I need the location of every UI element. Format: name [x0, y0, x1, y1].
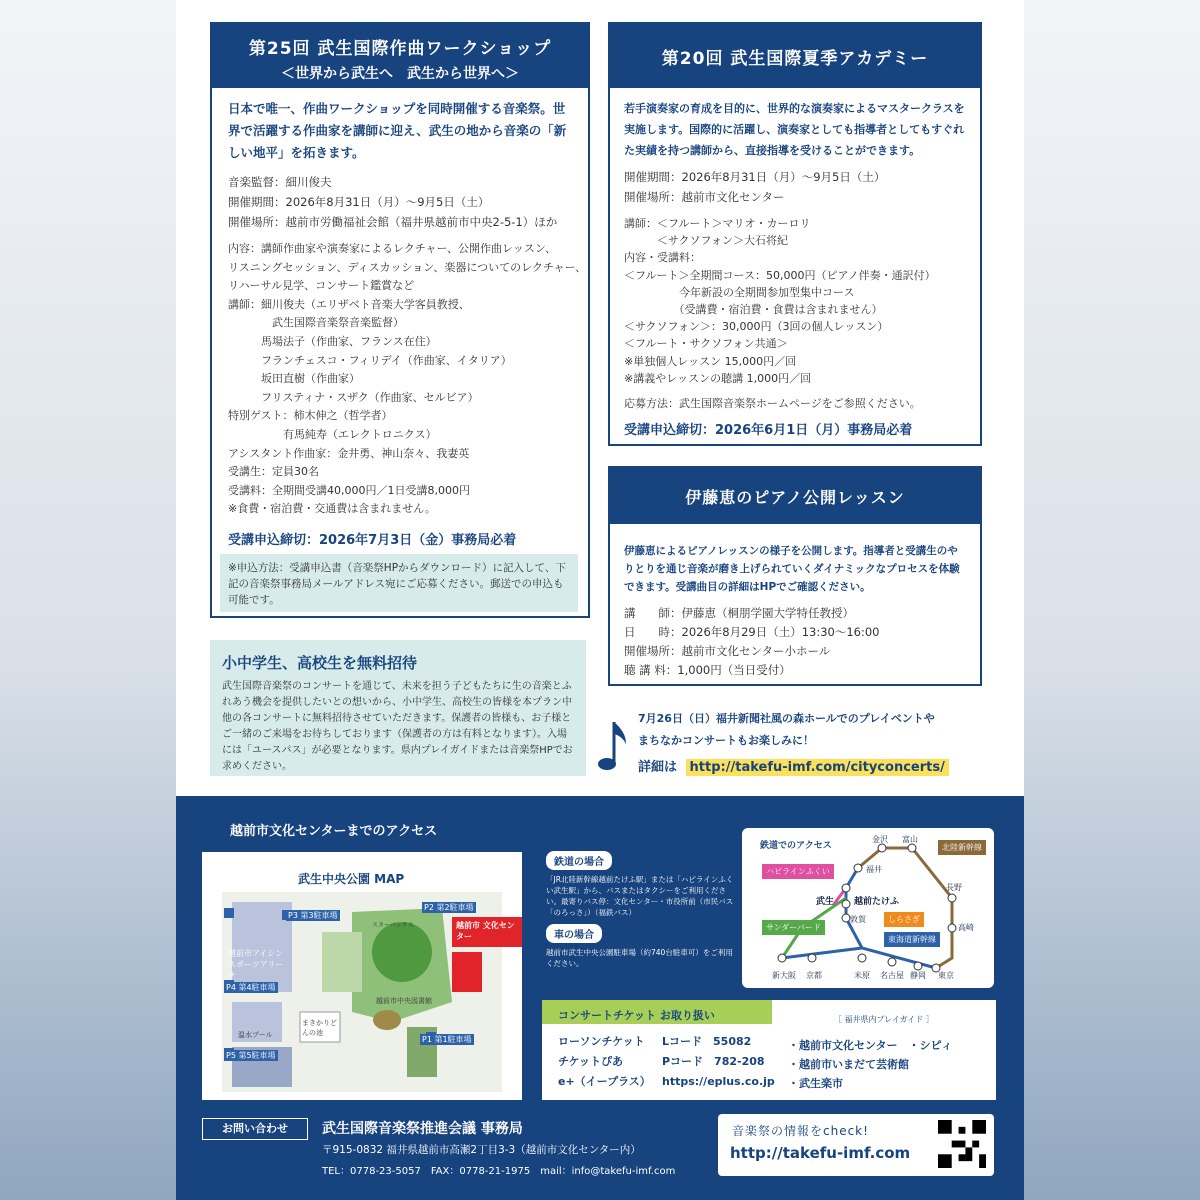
- map-label-p4: P4 第4駐車場: [226, 983, 276, 992]
- academy-info: [624, 167, 968, 207]
- academy-title: 第20回 武生国際夏季アカデミー: [661, 49, 929, 69]
- station-echizen-takefu: 越前たけふ: [854, 897, 900, 907]
- workshop-detail-line: 受講生：定員30名: [228, 465, 319, 479]
- check-box: [718, 1114, 994, 1176]
- workshop-info-line: 音楽監督：細川俊夫: [228, 175, 332, 189]
- line-hokuriku-shinkansen: 北陸新幹線: [938, 840, 986, 855]
- map-label-starbucks: スターバックス: [372, 922, 414, 929]
- invite-text: 武生国際音楽祭のコンサートを通じて、未来を担う子どもたちに生の音楽とふれあう機会を提供したいとの想いから、小中学生、高校生の皆様を本プラン中他の各コンサートに無料招待させていただきます。保護者の皆様も、お子様とご一緒のご来場をお待ちしております（保護者の方は有料となります）。入場には「ユースパス」が必要となります。県内プレイガイドまたは音楽祭HPでお求めください。: [222, 681, 573, 772]
- academy-detail-line: 今年新設の全期間参加型集中コース: [624, 285, 855, 299]
- ticket-code: Pコード 782-208: [662, 1055, 765, 1068]
- guide-title: ［ 福井県内プレイガイド ］: [834, 1015, 934, 1024]
- workshop-detail-line: 受講料：全期間受講40,000円／1日受講8,000円: [228, 483, 470, 497]
- map-label-p3: P3 第3駐車場: [288, 911, 338, 920]
- station-nagoya: 名古屋: [880, 971, 904, 980]
- piano-row: 日 時：2026年8月29日（土）13:30～16:00: [624, 625, 880, 639]
- train-title: 鉄道の場合: [546, 851, 612, 870]
- workshop-detail-line: ※食費・宿泊費・交通費は含まれません。: [228, 502, 436, 516]
- map-label-pond: まきかりどんの池: [302, 1019, 337, 1037]
- map-label-pool: 温水プール: [238, 1031, 273, 1039]
- workshop-header: [212, 24, 588, 88]
- workshop-detail-line: フリスティナ・スザク（作曲家、セルビア）: [228, 390, 479, 404]
- workshop-info-line: 開催期間：2026年8月31日（月）～9月5日（土）: [228, 195, 490, 209]
- workshop-detail-line: 内容：講師作曲家や演奏家によるレクチャー、公開作曲レッスン、: [228, 242, 557, 255]
- guide-item: ・越前市いまだて芸術館: [788, 1058, 909, 1071]
- piano-box: [608, 466, 982, 686]
- pre-event-line2: まちなかコンサートもお楽しみに！: [638, 734, 814, 747]
- academy-intro: 若手演奏家の育成を目的に、世界的な演奏家によるマスタークラスを実施します。国際的に活躍し、演奏家としても指導者としてもすぐれた実績を持つ講師から、直接指導を受けることができます。: [624, 102, 965, 157]
- academy-detail-line: 内容・受講料：: [624, 251, 701, 265]
- academy-detail-line: ＜サクソフォン＞大石将紀: [624, 234, 789, 248]
- workshop-detail-line: アシスタント作曲家：金井勇、神山奈々、我妻英: [228, 446, 470, 460]
- academy-detail-line: （受講費・宿泊費・食費は含まれません）: [624, 303, 883, 317]
- line-hapiline: ハピラインふくい: [762, 864, 834, 879]
- academy-detail-line: 講師：＜フルート＞マリオ・カーロリ: [624, 217, 811, 230]
- contact-org: 武生国際音楽祭推進会議 事務局: [322, 1121, 523, 1137]
- map-label-p5: P5 第5駐車場: [226, 1051, 276, 1060]
- ticket-vendor: ローソンチケット: [558, 1035, 645, 1048]
- academy-apply: 応募方法：武生国際音楽祭ホームページをご参照ください。: [624, 397, 921, 411]
- workshop-details: [228, 240, 587, 519]
- ticket-code: Lコード 55082: [662, 1035, 752, 1048]
- check-url[interactable]: http://takefu-imf.com: [730, 1144, 911, 1162]
- ticket-vendor: e+（イープラス）: [558, 1075, 651, 1088]
- station-tsuruga: 敦賀: [850, 915, 866, 924]
- workshop-detail-line: 武生国際音楽祭音楽監督）: [228, 316, 404, 330]
- ticket-title: コンサートチケット お取り扱い: [558, 1009, 715, 1022]
- station-takasaki: 高崎: [958, 923, 974, 932]
- ticket-box: [542, 1000, 996, 1100]
- map-label-arena: 越前市アイシン スポーツアリーナ: [228, 949, 284, 980]
- workshop-subtitle: ＜世界から武生へ 武生から世界へ＞: [281, 66, 519, 82]
- station-kanazawa: 金沢: [872, 835, 888, 844]
- academy-header: [610, 24, 980, 88]
- guide-item: ・武生楽市: [788, 1077, 843, 1090]
- piano-row: 聴 講 料：1,000円（当日受付）: [624, 663, 791, 677]
- station-shizuoka: 静岡: [910, 971, 926, 980]
- map-label-center: 越前市 文化センター: [456, 921, 515, 941]
- rail-map: [742, 828, 994, 988]
- contact-tel: TEL：0778-23-5057 FAX：0778-21-1975 mail：info@takefu-imf.com: [322, 1166, 676, 1177]
- guide-list: [788, 1036, 988, 1093]
- academy-info-line: 開催期間：2026年8月31日（月）～9月5日（土）: [624, 170, 886, 184]
- contact-address: 〒915-0832 福井県越前市高瀬2丁目3-3（越前市文化センター内）: [322, 1144, 641, 1156]
- workshop-detail-line: 有馬純寿（エレクトロニクス）: [228, 427, 437, 441]
- music-note-icon: [596, 718, 630, 778]
- station-toyama: 富山: [902, 835, 918, 844]
- car-title: 車の場合: [546, 924, 602, 943]
- line-shirasagi: しらさぎ: [884, 912, 924, 927]
- workshop-detail-line: 坂田直樹（作曲家）: [228, 372, 360, 386]
- train-text: 「JR北陸新幹線越前たけふ駅」または「ハピラインふくい武生駅」から、バスまたはタクシーをご利用ください。最寄りバス停：文化センター・市役所前（市民バス「のろっさ」）（福鉄バス）: [546, 875, 734, 917]
- academy-deadline: 受講申込締切：2026年6月1日（月）事務局必着: [624, 423, 913, 439]
- piano-header: [610, 468, 980, 524]
- station-takefu: 武生: [816, 897, 835, 907]
- ticket-vendor: チケットぴあ: [558, 1055, 624, 1068]
- academy-detail-line: ※講義やレッスンの聴講 1,000円／回: [624, 371, 812, 385]
- check-text: 音楽祭の情報をcheck!: [732, 1124, 869, 1138]
- ticket-row: [558, 1032, 788, 1052]
- pre-event-label: 詳細は: [638, 760, 678, 775]
- workshop-detail-line: 講師：細川俊夫（エリザベト音楽大学客員教授、: [228, 297, 470, 311]
- access-title: 越前市文化センターまでのアクセス: [230, 824, 438, 839]
- piano-intro: 伊藤恵によるピアノレッスンの様子を公開します。指導者と受講生のやりとりを通じ音楽が磨き上げられていくダイナミックなプロセスを体験できます。受講曲目の詳細はHPでご確認ください。: [624, 545, 960, 593]
- workshop-detail-line: リハーサル見学、コンサート鑑賞など: [228, 279, 415, 293]
- academy-detail-line: ＜フルート・サクソフォン共通＞: [624, 337, 788, 351]
- workshop-detail-line: 特別ゲスト：柿木伸之（哲学者）: [228, 409, 393, 423]
- workshop-info: [228, 172, 574, 232]
- academy-box: [608, 22, 982, 446]
- line-thunderbird: サンダーバード: [762, 920, 825, 935]
- qr-code-icon[interactable]: [938, 1120, 986, 1168]
- workshop-detail-line: リスニングセッション、ディスカッション、楽器についてのレクチャー、: [228, 260, 587, 274]
- map-title: 武生中央公園 MAP: [298, 872, 405, 886]
- guide-item: ・越前市文化センター ・シピィ: [788, 1039, 953, 1052]
- park-map: [202, 852, 522, 1100]
- workshop-apply: ※申込方法：受講申込書（音楽祭HPからダウンロード）に記入して、下記の音楽祭事務局メールアドレス宛にご応募ください。郵送での申込も可能です。: [228, 562, 566, 606]
- invite-box: [210, 640, 586, 776]
- workshop-deadline: 受講申込締切：2026年7月3日（金）事務局必着: [228, 532, 517, 548]
- piano-title: 伊藤恵のピアノ公開レッスン: [685, 488, 905, 507]
- access-text: [546, 850, 736, 990]
- academy-details: [624, 215, 968, 387]
- ticket-rows: [558, 1032, 788, 1092]
- station-nagano: 長野: [946, 883, 962, 892]
- workshop-title: 第25回 武生国際作曲ワークショップ: [248, 39, 552, 59]
- workshop-detail-line: 馬場法子（作曲家、フランス在住）: [228, 334, 437, 348]
- academy-detail-line: ※単独個人レッスン 15,000円／回: [624, 354, 797, 368]
- piano-row: 開催場所：越前市文化センター小ホール: [624, 644, 831, 658]
- piano-row: 講 師：伊藤恵（桐朋学園大学特任教授）: [624, 606, 854, 620]
- invite-title: 小中学生、高校生を無料招待: [222, 654, 418, 672]
- ticket-header: [542, 1000, 772, 1024]
- station-maibara: 米原: [854, 971, 870, 980]
- contact-label: お問い合わせ: [202, 1118, 308, 1140]
- pre-event-line1: 7月26日（日）福井新聞社風の森ホールでのプレイベントや: [638, 712, 935, 725]
- rail-title: 鉄道でのアクセス: [760, 841, 832, 851]
- workshop-intro: 日本で唯一、作曲ワークショップを同時開催する音楽祭。世界で活躍する作曲家を講師に迎え、武生の地から音楽の「新しい地平」を拓きます。: [228, 101, 567, 160]
- station-tokyo: 東京: [938, 971, 954, 980]
- station-shin-osaka: 新大阪: [772, 971, 796, 980]
- workshop-box: [210, 22, 590, 618]
- map-label-library: 越前市中央図書館: [376, 997, 432, 1005]
- ticket-code: https://eplus.co.jp: [662, 1075, 775, 1088]
- pre-event-url[interactable]: http://takefu-imf.com/cityconcerts/: [686, 759, 949, 776]
- ticket-row: [558, 1052, 788, 1072]
- workshop-info-line: 開催場所：越前市労働福祉会館（福井県越前市中央2-5-1）ほか: [228, 215, 558, 229]
- academy-info-line: 開催場所：越前市文化センター: [624, 190, 785, 204]
- station-fukui: 福井: [866, 865, 882, 874]
- ticket-row: [558, 1072, 788, 1092]
- workshop-detail-line: フランチェスコ・フィリデイ（作曲家、イタリア）: [228, 353, 512, 367]
- academy-detail-line: ＜サクソフォン＞：30,000円（3回の個人レッスン）: [624, 320, 889, 334]
- piano-rows: [624, 604, 968, 680]
- map-label-p2: P2 第2駐車場: [424, 903, 474, 912]
- pre-event: [596, 706, 996, 786]
- academy-detail-line: ＜フルート＞全期間コース：50,000円（ピアノ伴奏・通訳付）: [624, 268, 936, 282]
- car-text: 越前市武生中央公園駐車場（約740台駐車可）をご利用ください。: [546, 948, 733, 968]
- workshop-apply-box: [220, 554, 578, 612]
- station-kyoto: 京都: [806, 971, 822, 980]
- line-tokaido-shinkansen: 東海道新幹線: [884, 932, 940, 947]
- map-label-p1: P1 第1駐車場: [422, 1035, 472, 1044]
